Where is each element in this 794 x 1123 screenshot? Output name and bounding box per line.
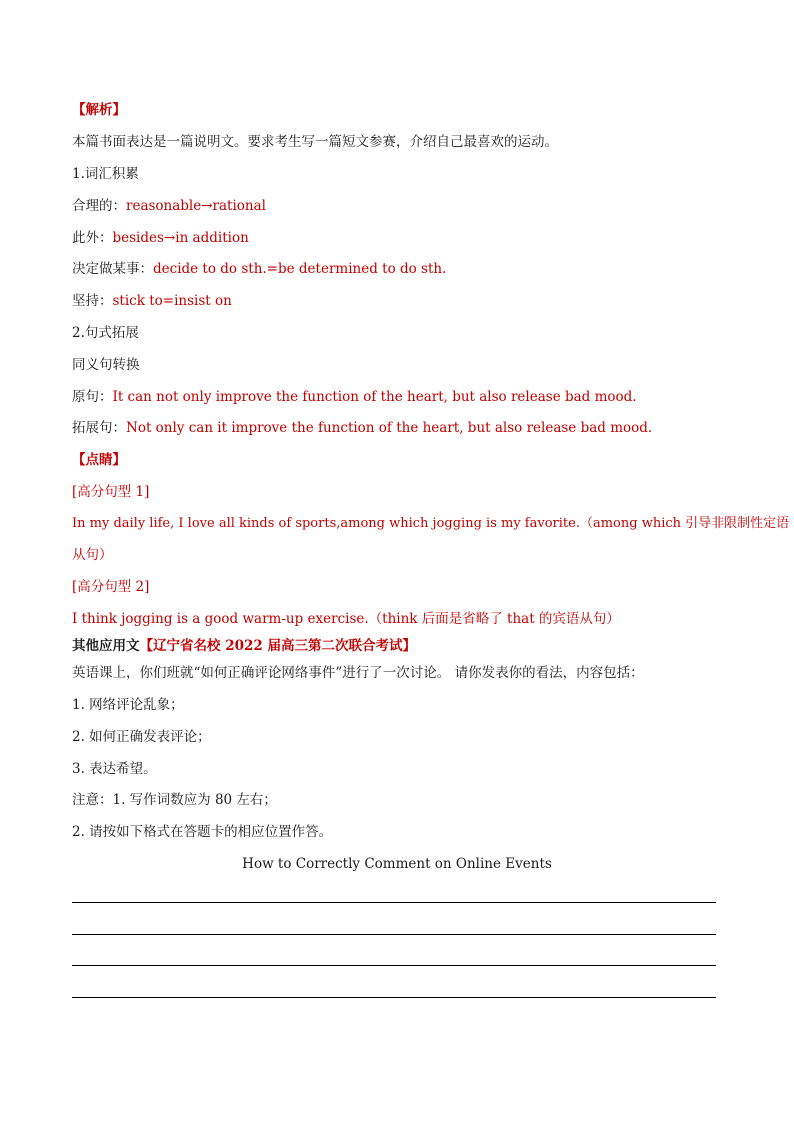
sentence-heading: 2.句式拓展: [72, 325, 139, 341]
vocab-value: stick to=insist on: [112, 293, 232, 309]
synonym-heading: 同义句转换: [72, 357, 140, 373]
task-point: 1. 网络评论乱象；: [72, 697, 184, 713]
answer-line: [72, 965, 716, 966]
original-sentence: [72, 388, 637, 406]
highlight-heading: 【点睛】: [72, 452, 126, 468]
vocab-item: [72, 197, 266, 215]
vocab-heading: 1.词汇积累: [72, 166, 139, 182]
answer-line: [72, 934, 716, 935]
pattern1-line1: In my daily life, I love all kinds of sports,among which jogging is my favorite.（among which 引导非限制性定语: [72, 516, 790, 531]
pattern2-label: [高分句型 2]: [72, 579, 150, 595]
vocab-term: 此外：: [72, 230, 113, 246]
expanded-value: Not only can it improve the function of the heart, but also release bad mood.: [126, 420, 653, 436]
vocab-value: reasonable→rational: [126, 198, 266, 214]
vocab-item: [72, 260, 446, 278]
vocab-value: besides→in addition: [112, 230, 249, 246]
analysis-heading: 【解析】: [72, 102, 126, 118]
other-label: 其他应用文: [72, 638, 140, 654]
vocab-term: 坚持：: [72, 293, 113, 309]
expanded-term: 拓展句：: [72, 420, 126, 436]
answer-line: [72, 997, 716, 998]
other-source-line: [72, 637, 416, 655]
answer-line: [72, 902, 716, 903]
pattern1-line2: 从句）: [72, 547, 113, 563]
vocab-item: [72, 229, 249, 247]
analysis-intro: 本篇书面表达是一篇说明文。要求考生写一篇短文参赛，介绍自己最喜欢的运动。: [72, 134, 558, 150]
task-point: 2. 如何正确发表评论；: [72, 729, 211, 745]
vocab-item: [72, 292, 232, 310]
note-1: 注意：1. 写作词数应为 80 左右；: [72, 792, 277, 808]
expanded-sentence: [72, 419, 652, 437]
task-point: 3. 表达希望。: [72, 761, 157, 777]
essay-title: How to Correctly Comment on Online Events: [242, 856, 552, 872]
original-term: 原句：: [72, 389, 113, 405]
pattern2-line: I think jogging is a good warm-up exercise.（think 后面是省略了 that 的宾语从句）: [72, 611, 620, 627]
note-2: 2. 请按如下格式在答题卡的相应位置作答。: [72, 824, 333, 840]
vocab-term: 决定做某事：: [72, 261, 153, 277]
original-value: It can not only improve the function of the heart, but also release bad mood.: [112, 389, 637, 405]
pattern1-label: [高分句型 1]: [72, 484, 150, 500]
vocab-term: 合理的：: [72, 198, 126, 214]
task-intro: 英语课上，你们班就“如何正确评论网络事件”进行了一次讨论。 请你发表你的看法，内容包括：: [72, 665, 644, 681]
other-source: 【辽宁省名校 2022 届高三第二次联合考试】: [139, 638, 416, 654]
vocab-value: decide to do sth.=be determined to do sth.: [153, 261, 447, 277]
